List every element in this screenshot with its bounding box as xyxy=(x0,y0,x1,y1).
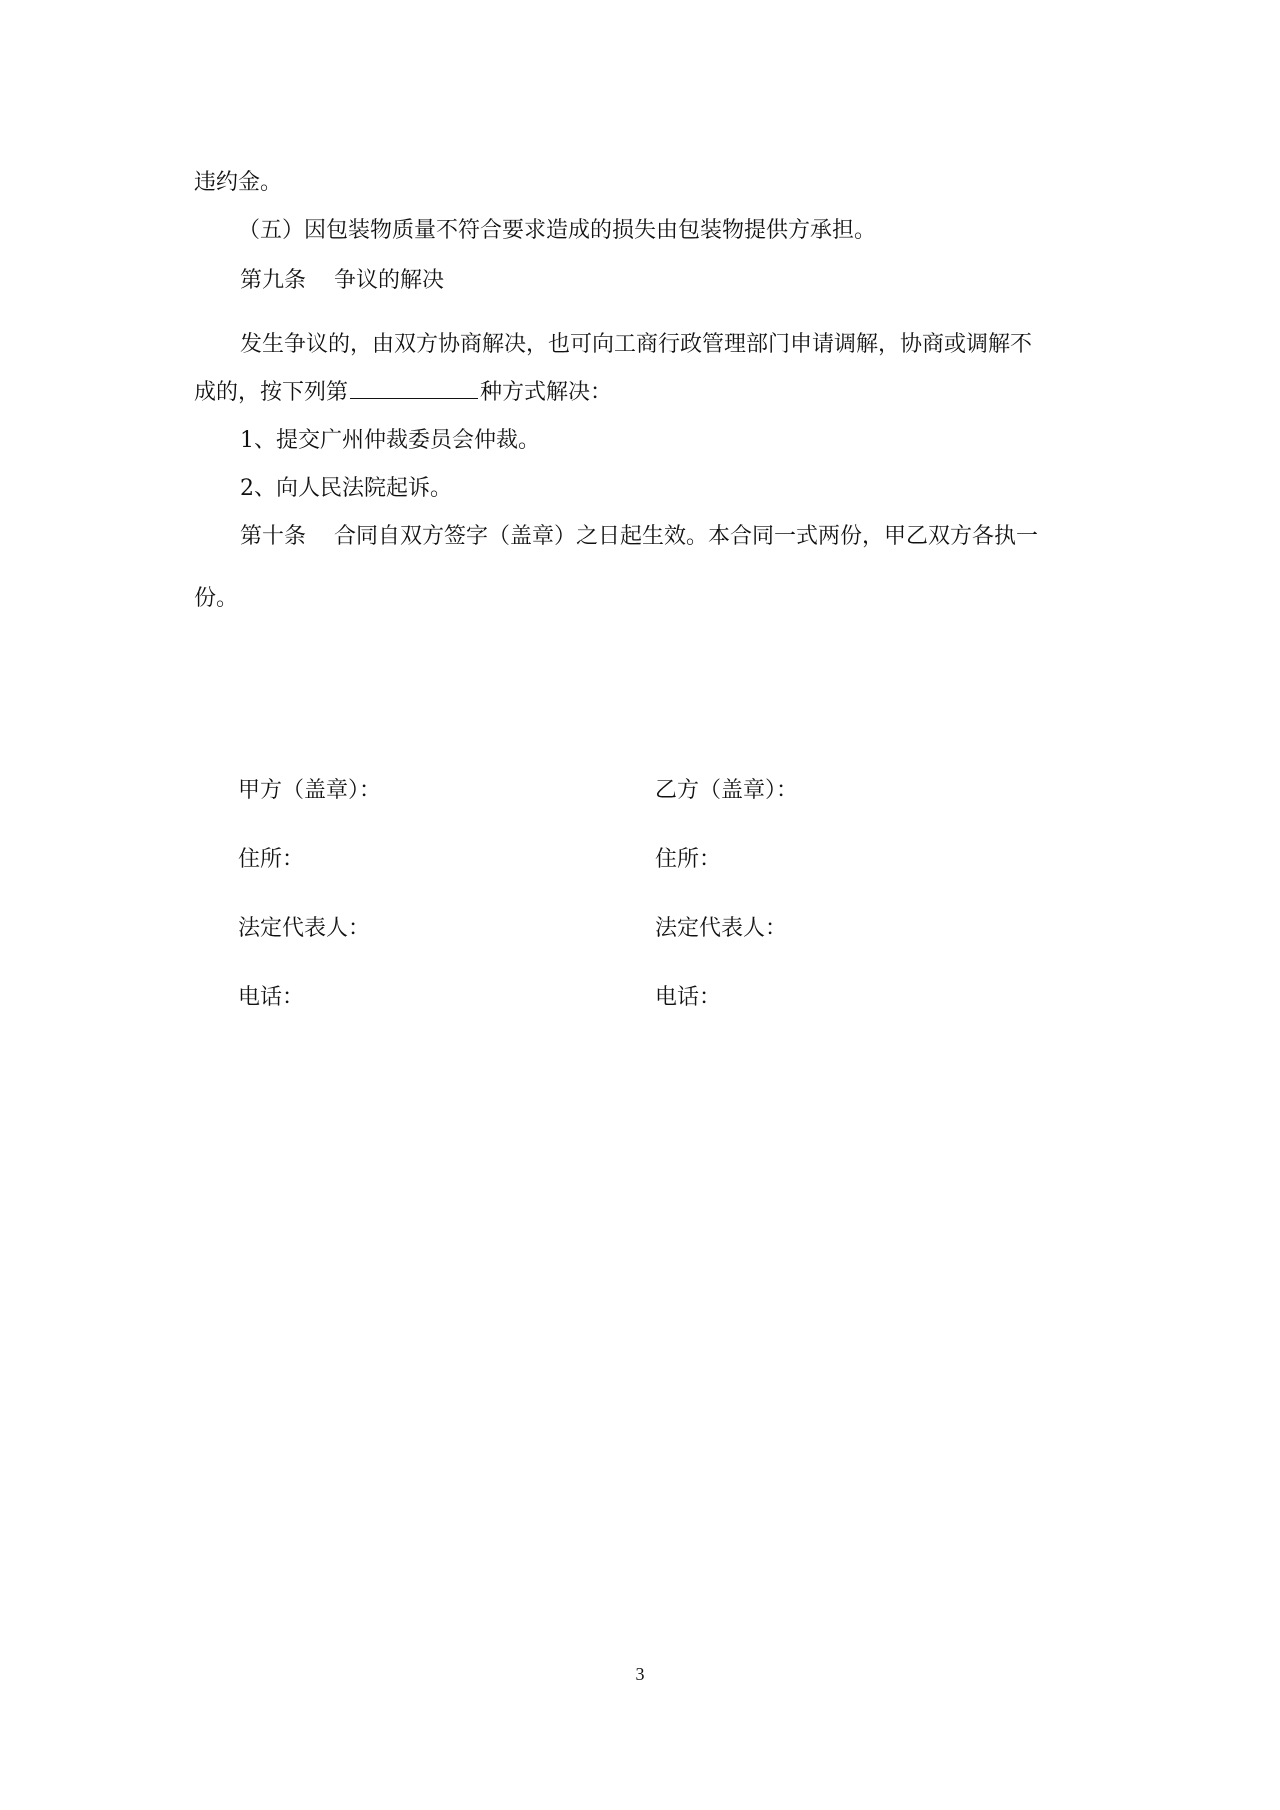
party-a-representative: 法定代表人： xyxy=(238,916,371,941)
dispute-paragraph-line-2 xyxy=(194,378,612,408)
dispute-paragraph-line-1: 发生争议的，由双方协商解决，也可向工商行政管理部门申请调解，协商或调解不 xyxy=(240,332,1033,357)
party-b-address: 住所： xyxy=(655,847,722,872)
article-10-line-2: 份。 xyxy=(194,586,239,611)
article-10-text: 合同自双方签字（盖章）之日起生效。本合同一式两份，甲乙双方各执一 xyxy=(334,524,1039,549)
party-b-phone: 电话： xyxy=(655,985,722,1010)
party-a-seal: 甲方（盖章）： xyxy=(238,778,382,803)
penalty-line-end: 违约金。 xyxy=(194,170,283,195)
dispute-prefix: 成的，按下列第 xyxy=(194,380,349,405)
party-a-address: 住所： xyxy=(238,847,305,872)
party-b-seal: 乙方（盖章）： xyxy=(655,778,799,803)
party-a-phone: 电话： xyxy=(238,985,305,1010)
article-10-line-1 xyxy=(240,522,1038,552)
party-b-representative: 法定代表人： xyxy=(655,916,788,941)
article-10-number: 第十条 xyxy=(240,524,307,549)
page-number: 3 xyxy=(635,1664,645,1684)
article-9-title: 争议的解决 xyxy=(334,268,445,293)
article-9-number: 第九条 xyxy=(240,268,307,293)
option-arbitration: 1、提交广州仲裁委员会仲裁。 xyxy=(240,428,540,453)
article-9-heading xyxy=(240,266,444,296)
resolution-method-blank[interactable] xyxy=(350,378,478,399)
dispute-suffix: 种方式解决： xyxy=(480,380,613,405)
clause-5-text: （五）因包装物质量不符合要求造成的损失由包装物提供方承担。 xyxy=(238,218,877,243)
option-litigation: 2、向人民法院起诉。 xyxy=(240,476,452,501)
